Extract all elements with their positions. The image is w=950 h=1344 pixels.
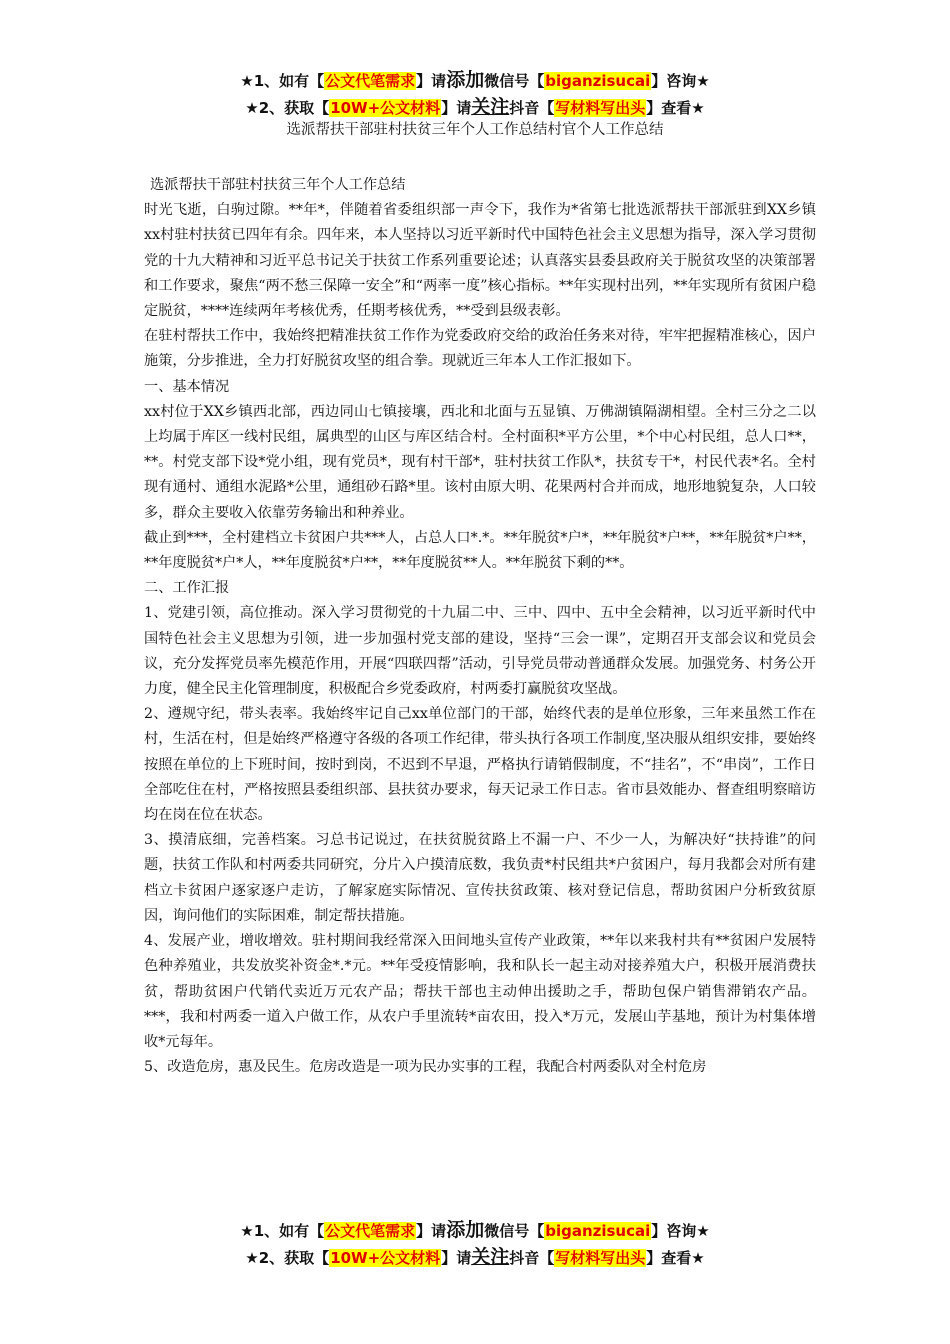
banner-text: 】咨询★ xyxy=(651,1222,710,1240)
highlight-text: 写材料写出头 xyxy=(555,99,646,117)
paragraph: 截止到***，全村建档立卡贫困户共***人，占总人口*.*。**年脱贫*户*，**年脱贫*户**，**年脱贫*户**，**年度脱贫*户*人，**年度脱贫*户**，**年度脱贫**人。**年脱贫下剩的**。 xyxy=(144,529,816,572)
banner-line-1 xyxy=(0,67,950,94)
banner-text: ★2、获取【 xyxy=(245,1249,330,1267)
banner-line-2 xyxy=(0,94,950,121)
paragraph: 3、摸清底细，完善档案。习总书记说过，在扶贫脱贫路上不漏一户、不少一人，为解决好“扶持谁”的问题，扶贫工作队和村两委共同研究，分片入户摸清底数，我负责*村民组共*户贫困户，每月我都会对所有建档立卡贫困户逐家逐户走访，了解家庭实际情况、宣传扶贫政策、核对登记信息，帮助贫困户分析致贫原因，询问他们的实际困难，制定帮扶措施。 xyxy=(144,832,816,924)
banner-text: ★2、获取【 xyxy=(245,99,330,117)
emphasis-text: 添加 xyxy=(446,1219,485,1241)
section-heading: 二、工作汇报 xyxy=(144,580,230,597)
banner-text: 微信号【 xyxy=(484,72,545,90)
banner-text: 微信号【 xyxy=(484,1222,545,1240)
banner-text: 】查看★ xyxy=(646,99,705,117)
banner-text: 】请 xyxy=(441,1249,472,1267)
paragraph: 时光飞逝，白驹过隙。**年*，伴随着省委组织部一声令下，我作为*省第七批选派帮扶干部派驻到XX乡镇xx村驻村扶贫已四年有余。四年来，本人坚持以习近平新时代中国特色社会主义思想为指导，深入学习贯彻党的十九大精神和习近平总书记关于扶贫工作系列重要论述；认真落实县委县政府关于脱贫攻坚的决策部署和工作要求，聚焦“两不愁三保障一安全”和“两率一度”核心指标。**年实现村出列，**年实现所有贫困户稳定脱贫，****连续两年考核优秀，任期考核优秀，**受到县级表彰。 xyxy=(144,202,816,320)
highlight-text: 写材料写出头 xyxy=(555,1249,646,1267)
section-heading: 一、基本情况 xyxy=(144,378,230,395)
top-ad-banner xyxy=(0,67,950,121)
document-subtitle: 选派帮扶干部驻村扶贫三年个人工作总结村官个人工作总结 xyxy=(286,122,664,138)
emphasis-text: 关注 xyxy=(471,96,510,118)
highlight-text: 10W+公文材料 xyxy=(330,99,441,117)
highlight-text: biganzisucai xyxy=(545,1222,651,1240)
banner-text: 】请 xyxy=(441,99,472,117)
document-body xyxy=(144,173,816,1080)
paragraph: 1、党建引领，高位推动。深入学习贯彻党的十九届二中、三中、四中、五中全会精神，以习近平新时代中国特色社会主义思想为引领，进一步加强村党支部的建设，坚持“三会一课”，定期召开支部会议和党员会议，充分发挥党员率先模范作用，开展“四联四帮”活动，引导党员带动普通群众发展。加强党务、村务公开力度，健全民主化管理制度，积极配合乡党委政府，村两委打赢脱贫攻坚战。 xyxy=(144,605,816,698)
banner-line-1 xyxy=(0,1217,950,1244)
paragraph: 4、发展产业，增收增效。驻村期间我经常深入田间地头宣传产业政策，**年以来我村共有**贫困户发展特色种养殖业，共发放奖补资金*.*元。**年受疫情影响，我和队长一起主动对接养殖大户，积极开展消费扶贫，帮助贫困户代销代卖近万元农产品；帮扶干部也主动伸出援助之手，帮助包保户销售滞销农产品。***，我和村两委一道入户做工作，从农户手里流转*亩农田，投入*万元，发展山芋基地，预计为村集体增收*元每年。 xyxy=(144,933,816,1050)
emphasis-text: 添加 xyxy=(446,69,485,91)
highlight-text: biganzisucai xyxy=(545,72,651,90)
banner-text: 抖音【 xyxy=(509,99,555,117)
banner-text: 】请 xyxy=(416,1222,447,1240)
banner-text: 】查看★ xyxy=(646,1249,705,1267)
paragraph: 在驻村帮扶工作中，我始终把精准扶贫工作作为党委政府交给的政治任务来对待，牢牢把握精准核心，因户施策，分步推进，全力打好脱贫攻坚的组合拳。现就近三年本人工作汇报如下。 xyxy=(144,328,816,370)
document-heading: 选派帮扶干部驻村扶贫三年个人工作总结 xyxy=(150,177,406,193)
banner-line-2 xyxy=(0,1244,950,1271)
banner-text: 】咨询★ xyxy=(651,72,710,90)
paragraph: 5、改造危房，惠及民生。危房改造是一项为民办实事的工程，我配合村两委队对全村危房 xyxy=(144,1059,707,1076)
emphasis-text: 关注 xyxy=(471,1246,510,1268)
banner-text: 】请 xyxy=(416,72,447,90)
banner-text: ★1、如有【 xyxy=(240,1222,325,1240)
paragraph: xx村位于XX乡镇西北部，西边同山七镇接壤，西北和北面与五显镇、万佛湖镇隔湖相望。全村三分之二以上均属于库区一线村民组，属典型的山区与库区结合村。全村面积*平方公里，*个中心村民组，总人口**，**。村党支部下设*党小组，现有党员*，现有村干部*，驻村扶贫工作队*，扶贫专干*，村民代表*名。全村现有通村、通组水泥路*公里，通组砂石路*里。该村由原大明、花果两村合并而成，地形地貌复杂，人口较多，群众主要收入依靠劳务输出和种养业。 xyxy=(144,403,816,521)
paragraph: 2、遵规守纪，带头表率。我始终牢记自己xx单位部门的干部，始终代表的是单位形象，三年来虽然工作在村，生活在村，但是始终严格遵守各级的各项工作纪律，带头执行各项工作制度,坚决服从组织安排，要始终按照在单位的上下班时间，按时到岗，不迟到不早退，严格执行请销假制度，不“挂名”，不“串岗”，工作日全部吃住在村，严格按照县委组织部、县扶贫办要求，每天记录工作日志。省市县效能办、督查组明察暗访均在岗在位在状态。 xyxy=(144,706,816,824)
highlight-text: 公文代笔需求 xyxy=(325,72,416,90)
bottom-ad-banner xyxy=(0,1217,950,1271)
highlight-text: 公文代笔需求 xyxy=(325,1222,416,1240)
banner-text: ★1、如有【 xyxy=(240,72,325,90)
highlight-text: 10W+公文材料 xyxy=(330,1249,441,1267)
banner-text: 抖音【 xyxy=(509,1249,555,1267)
